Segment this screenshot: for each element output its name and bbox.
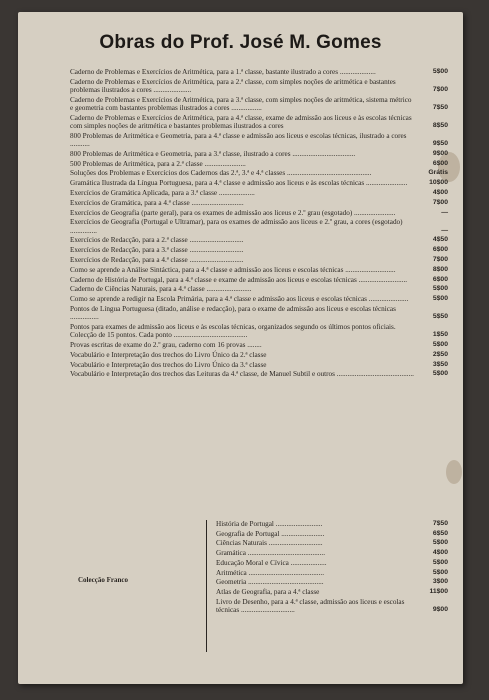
item-price: 6$00 [432, 159, 448, 167]
item-price: 8$50 [432, 122, 448, 129]
list-item [70, 236, 448, 244]
item-price: 5$00 [432, 68, 448, 75]
item-price: 1$50 [432, 331, 448, 339]
back-cover-page [18, 12, 463, 684]
item-title: Provas escritas de exame do 2.º grau, caderno com 16 provas ........ [70, 340, 262, 349]
list-item [70, 209, 448, 217]
list-item [216, 588, 448, 596]
item-title: Caderno de Problemas e Exercícios de Aritmética, para a 4.ª classe, exame de admissão aos liceus e às escolas técnicas com simples noções de aritmética e bastantes problemas ilustrados a cores [70, 113, 412, 130]
item-title: Exercícios de Redacção, para a 2.ª classe .............................. [70, 236, 244, 245]
item-price: 4$00 [432, 188, 448, 196]
item-title: Ciências Naturais .............................. [216, 539, 323, 548]
item-title: Gramática ........................................... [216, 549, 325, 558]
item-title: Exercícios de Gramática, para a 4.ª classe ............................. [70, 198, 244, 207]
item-price: 6$00 [432, 275, 448, 283]
item-title: Vocabulário e Interpretação dos trechos das Leituras da 4.ª classe, de Manuel Subtil e outros ........................................... [70, 370, 414, 379]
item-price: — [441, 208, 448, 216]
item-title: Caderno de Problemas e Exercícios de Aritmética, para a 3.ª classe, com simples noções de aritmética, sistema métrico e geometria com bastantes problemas ilustrados a cores ................. [70, 95, 412, 112]
item-price: 6$50 [432, 529, 448, 537]
item-title: Exercícios de Redacção, para a 4.ª classe .............................. [70, 255, 244, 264]
item-title: Vocabulário e Interpretação dos trechos do Livro Único da 2.ª classe [70, 350, 267, 359]
item-title: Pontos para exames de admissão aos liceus e às escolas técnicas, organizados segundo os últimos pontos oficiais. Colecção de 15 pontos. Cada ponto ......................................... [70, 322, 396, 340]
bracket-line [206, 520, 213, 652]
item-price: 5$50 [432, 313, 448, 321]
item-title: Gramática Ilustrada da Língua Portuguesa, para a 4.ª classe e admissão aos liceus e às escolas técnicas ....................... [70, 179, 408, 188]
item-price: 5$00 [432, 285, 448, 293]
list-item [70, 189, 448, 197]
item-title: Vocabulário e Interpretação dos trechos do Livro Único da 3.ª classe [70, 360, 267, 369]
list-item [70, 160, 448, 168]
item-title: Como se aprende a redigir na Escola Primária, para a 4.ª classe e admissão aos liceus e escolas técnicas ...................... [70, 295, 409, 304]
item-title: 800 Problemas de Aritmética e Geometria, para a 4.ª classe e admissão aos liceus e escolas técnicas, ilustrado a cores ........... [70, 131, 407, 148]
item-price: 4$00 [432, 549, 448, 557]
list-item [70, 256, 448, 264]
item-title: Caderno de História de Portugal, para a 4.ª classe e exame de admissão aos liceus e escolas técnicas ........................... [70, 275, 408, 284]
list-item [216, 549, 448, 557]
list-item [216, 530, 448, 538]
item-title: Exercícios de Redacção, para a 3.ª classe .............................. [70, 246, 244, 255]
item-title: Livro de Desenho, para a 4.ª classe, admissão aos liceus e escolas técnicas .............................. [216, 597, 405, 614]
list-item [70, 323, 448, 339]
list-item [70, 68, 448, 76]
list-item [216, 598, 448, 614]
list-item [70, 266, 448, 274]
item-price: 7$50 [432, 520, 448, 527]
item-title: Exercícios de Geografia (parte geral), para os exames de admissão aos liceus e 2.º grau (esgotado) ....................... [70, 208, 396, 217]
list-item [70, 370, 448, 378]
list-item [70, 78, 448, 94]
item-title: Educação Moral e Cívica .................... [216, 558, 327, 567]
item-title: Caderno de Problemas e Exercícios de Aritmética, para a 1.ª classe, bastante ilustrado a cores .................... [70, 68, 376, 76]
item-price: 9$00 [432, 605, 448, 613]
item-title: 800 Problemas de Aritmética e Geometria, para a 3.ª classe, ilustrado a cores ................................... [70, 149, 356, 158]
item-price: 2$50 [432, 350, 448, 358]
list-item [70, 169, 448, 177]
colecao-items [216, 520, 448, 616]
list-item [70, 96, 448, 112]
list-item [216, 539, 448, 547]
item-price: 5$00 [432, 558, 448, 566]
list-item [70, 199, 448, 207]
list-item [70, 276, 448, 284]
list-item [216, 559, 448, 567]
item-price: 11$00 [429, 587, 448, 595]
list-item [70, 132, 448, 148]
item-price: 7$00 [432, 198, 448, 206]
item-price: 9$50 [432, 140, 448, 147]
colecao-label: Colecção Franco [78, 576, 128, 584]
item-title: Geometria .......................................... [216, 578, 324, 587]
list-item [70, 351, 448, 359]
item-price: Grátis [428, 169, 448, 177]
list-item [70, 150, 448, 158]
item-price: — [441, 226, 448, 234]
publication-list [70, 68, 448, 380]
item-title: Aritmética .......................................... [216, 568, 324, 577]
list-item [216, 578, 448, 586]
item-price: 6$00 [432, 246, 448, 254]
list-item [70, 246, 448, 254]
item-title: Atlas de Geografia, para a 4.ª classe [216, 587, 320, 596]
item-title: Geografia de Portugal ........................ [216, 529, 325, 538]
item-title: Exercícios de Gramática Aplicada, para a 3.ª classe .................... [70, 188, 255, 197]
item-price: 10$00 [429, 179, 448, 187]
item-price: 5$00 [432, 295, 448, 303]
item-title: Caderno de Ciências Naturais, para a 4.ª classe ......................... [70, 285, 252, 294]
item-title: Pontos de Língua Portuguesa (ditado, análise e redacção), para o exame de admissão aos liceus e escolas técnicas ................ [70, 304, 396, 322]
item-price: 4$50 [432, 236, 448, 244]
item-price: 8$00 [432, 265, 448, 273]
page-title: Obras do Prof. José M. Gomes [99, 32, 382, 53]
item-title: 500 Problemas de Aritmética, para a 2.ª classe ....................... [70, 159, 246, 168]
item-title: Soluções dos Problemas e Exercícios dos Cadernos das 2.ª, 3.ª e 4.ª classes ............................................... [70, 169, 372, 178]
item-price: 5$00 [432, 370, 448, 378]
item-price: 7$50 [432, 104, 448, 111]
list-item [70, 114, 448, 130]
item-title: História de Portugal .......................... [216, 520, 323, 528]
item-price: 3$00 [432, 578, 448, 586]
list-item [216, 569, 448, 577]
list-item [70, 285, 448, 293]
list-item [70, 218, 448, 234]
list-item [70, 361, 448, 369]
paper-stain [446, 460, 462, 484]
list-item [70, 295, 448, 303]
item-price: 5$00 [432, 539, 448, 547]
list-item [70, 179, 448, 187]
list-item [70, 341, 448, 349]
item-price: 5$00 [432, 568, 448, 576]
list-item [70, 305, 448, 321]
item-title: Caderno de Problemas e Exercícios de Aritmética, para a 2.ª classe, com simples noções de aritmética e bastantes problemas ilustrados a cores ..................... [70, 77, 396, 94]
item-price: 3$50 [432, 360, 448, 368]
item-price: 5$00 [432, 340, 448, 348]
item-title: Como se aprende a Análise Sintáctica, para a 4.ª classe e admissão aos liceus e escolas técnicas ............................ [70, 265, 396, 274]
item-price: 7$00 [432, 86, 448, 93]
item-price: 7$00 [432, 255, 448, 263]
item-title: Exercícios de Geografia (Portugal e Ultramar), para os exames de admissão aos liceus e 2.º grau, a cores (esgotado) ............... [70, 218, 403, 235]
list-item [216, 520, 448, 528]
item-price: 9$00 [432, 149, 448, 157]
